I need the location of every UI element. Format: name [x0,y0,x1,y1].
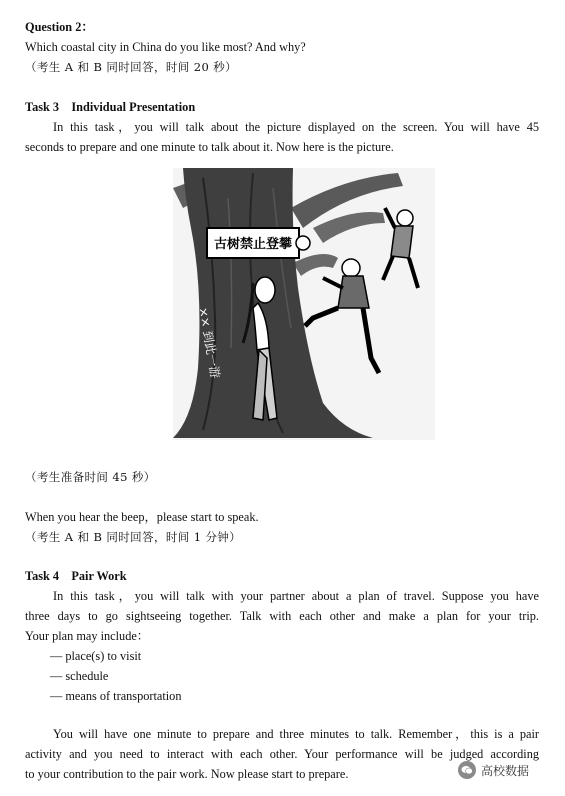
task-4-heading: Task 4 Pair Work [25,569,127,583]
plan-item-transportation: — means of transportation [50,689,182,703]
task-4-paragraph-line-1: In this task，you will talk with your partner about a plan of travel. Suppose you have [53,589,539,603]
watermark-label: 高校数据 [481,763,530,778]
wechat-icon [458,761,476,779]
warning-sign [207,228,299,258]
task-3-beep-instruction: When you hear the beep，please start to speak. [25,510,259,524]
watermark [458,761,529,779]
task-3-paragraph-line-2: seconds to prepare and one minute to talk about it. Now here is the picture. [25,140,394,154]
task-3-answer-note: （考生 A 和 B 同时回答，时间 1 分钟） [25,530,242,544]
question-2-text: Which coastal city in China do you like most? And why? [25,40,306,54]
question-2-note: （考生 A 和 B 同时回答，时间 20 秒） [25,60,238,74]
question-2-heading: Question 2： [25,20,94,34]
graffiti-text: ×× 到此一游 [196,306,223,380]
plan-item-schedule: — schedule [50,669,109,683]
task-3-heading: Task 3 Individual Presentation [25,100,196,114]
task-4-paragraph-line-3: Your plan may include： [25,629,150,643]
task-4-paragraph-line-2: three days to go sightseeing together. Talk with each other and make a plan for your trip. [25,609,539,623]
task-4-closing-line-3: to your contribution to the pair work. Now please start to prepare. [25,767,349,781]
sign-text: 古树禁止登攀 [213,237,293,252]
task-4-closing-line-1: You will have one minute to prepare and three minutes to talk. Remember，this is a pair [53,727,539,741]
tree-illustration [173,168,435,440]
task-4-closing-line-2: activity and you need to interact with each other. Your performance will be judged according [25,747,539,761]
plan-item-places: — place(s) to visit [50,649,142,663]
task-3-paragraph-line-1: In this task，you will talk about the picture displayed on the screen. You will have 45 [53,120,539,134]
task-3-prep-note: （考生准备时间 45 秒） [25,470,156,484]
